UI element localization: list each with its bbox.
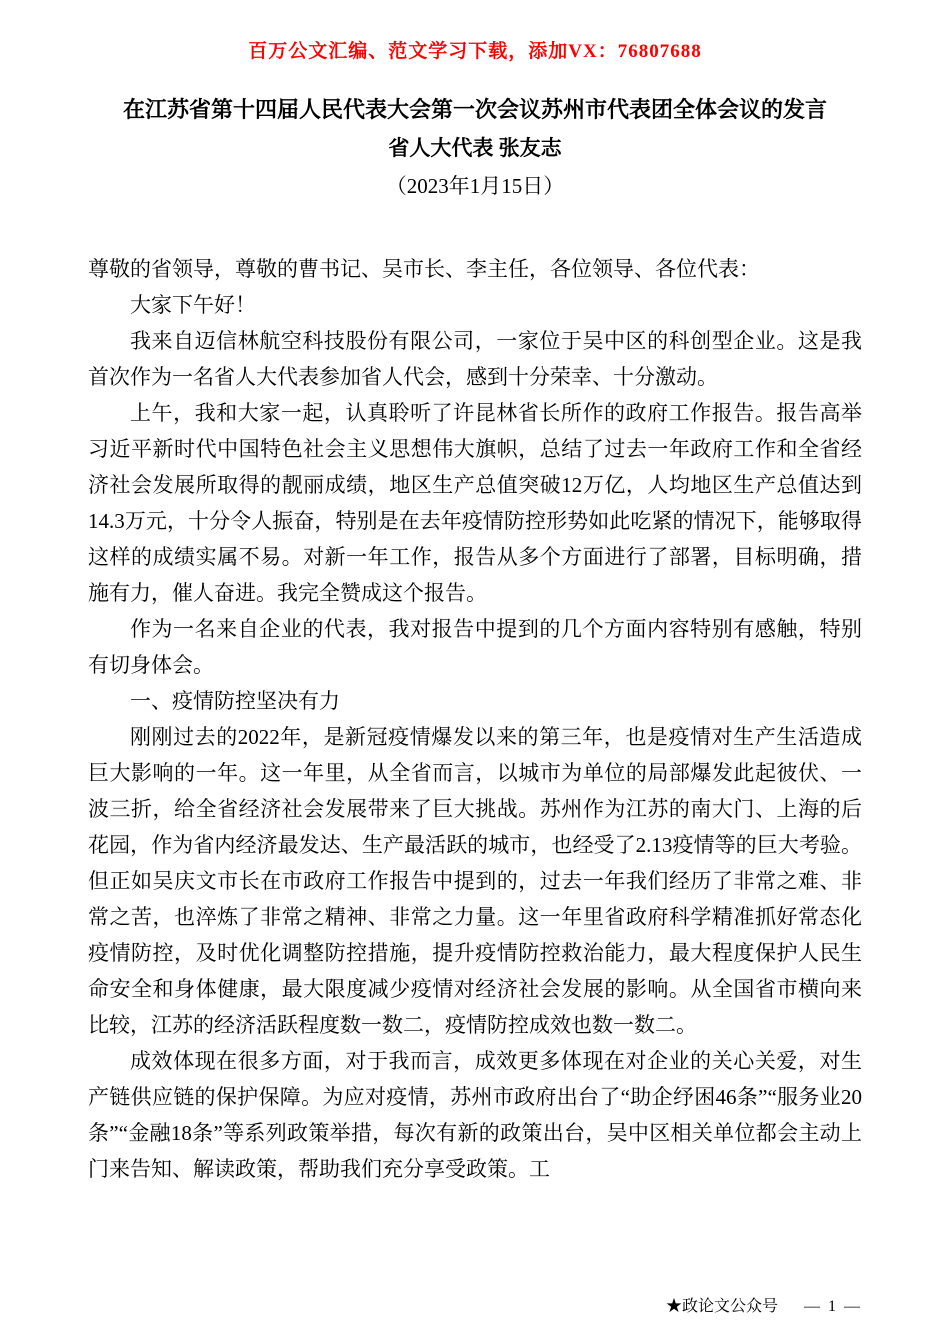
paragraph: 上午，我和大家一起，认真聆听了许昆林省长所作的政府工作报告。报告高举习近平新时代中国特色社会主义思想伟大旗帜，总结了过去一年政府工作和全省经济社会发展所取得的靓丽成绩，地区生产总值突破12万亿，人均地区生产总值达到14.3万元，十分令人振奋，特别是在去年疫情防控形势如此吃紧的情况下，能够取得这样的成绩实属不易。对新一年工作，报告从多个方面进行了部署，目标明确，措施有力，催人奋进。我完全赞成这个报告。 — [88, 401, 862, 605]
paragraph: 成效体现在很多方面，对于我而言，成效更多体现在对企业的关心关爱，对生产链供应链的保护保障。为应对疫情，苏州市政府出台了“助企纾困46条”“服务业20条”“金融18条”等系列政策举措，每次有新的政策出台，吴中区相关单位都会主动上门来告知、解读政策，帮助我们充分享受政策。工 — [88, 1049, 862, 1181]
paragraph: 大家下午好！ — [130, 293, 256, 317]
page-footer — [666, 1293, 862, 1316]
document-author: 省人大代表 张友志 — [388, 136, 562, 160]
document-title: 在江苏省第十四届人民代表大会第一次会议苏州市代表团全体会议的发言 — [122, 97, 827, 122]
paragraph: 我来自迈信林航空科技股份有限公司，一家位于吴中区的科创型企业。这是我首次作为一名省人大代表参加省人代会，感到十分荣幸、十分激动。 — [88, 329, 862, 389]
document-body — [88, 251, 862, 1187]
paragraph: 尊敬的省领导，尊敬的曹书记、吴市长、李主任，各位领导、各位代表： — [88, 257, 760, 281]
footer-source-label: ★政论文公众号 — [665, 1298, 778, 1315]
page-number: — 1 — — [804, 1298, 862, 1315]
paragraph: 作为一名来自企业的代表，我对报告中提到的几个方面内容特别有感触，特别有切身体会。 — [88, 617, 862, 677]
paragraph: 一、疫情防控坚决有力 — [130, 689, 340, 713]
promo-notice: 百万公文汇编、范文学习下载，添加VX：76807688 — [248, 41, 702, 62]
paragraph: 刚刚过去的2022年，是新冠疫情爆发以来的第三年，也是疫情对生产生活造成巨大影响的一年。这一年里，从全省而言，以城市为单位的局部爆发此起彼伏、一波三折，给全省经济社会发展带来了巨大挑战。苏州作为江苏的南大门、上海的后花园，作为省内经济最发达、生产最活跃的城市，也经受了2.13疫情等的巨大考验。但正如吴庆文市长在市政府工作报告中提到的，过去一年我们经历了非常之难、非常之苦，也淬炼了非常之精神、非常之力量。这一年里省政府科学精准抓好常态化疫情防控，及时优化调整防控措施，提升疫情防控救治能力，最大程度保护人民生命安全和身体健康，最大限度减少疫情对经济社会发展的影响。从全国省市横向来比较，江苏的经济活跃程度数一数二，疫情防控成效也数一数二。 — [88, 725, 862, 1037]
document-date: （2023年1月15日） — [385, 174, 565, 198]
